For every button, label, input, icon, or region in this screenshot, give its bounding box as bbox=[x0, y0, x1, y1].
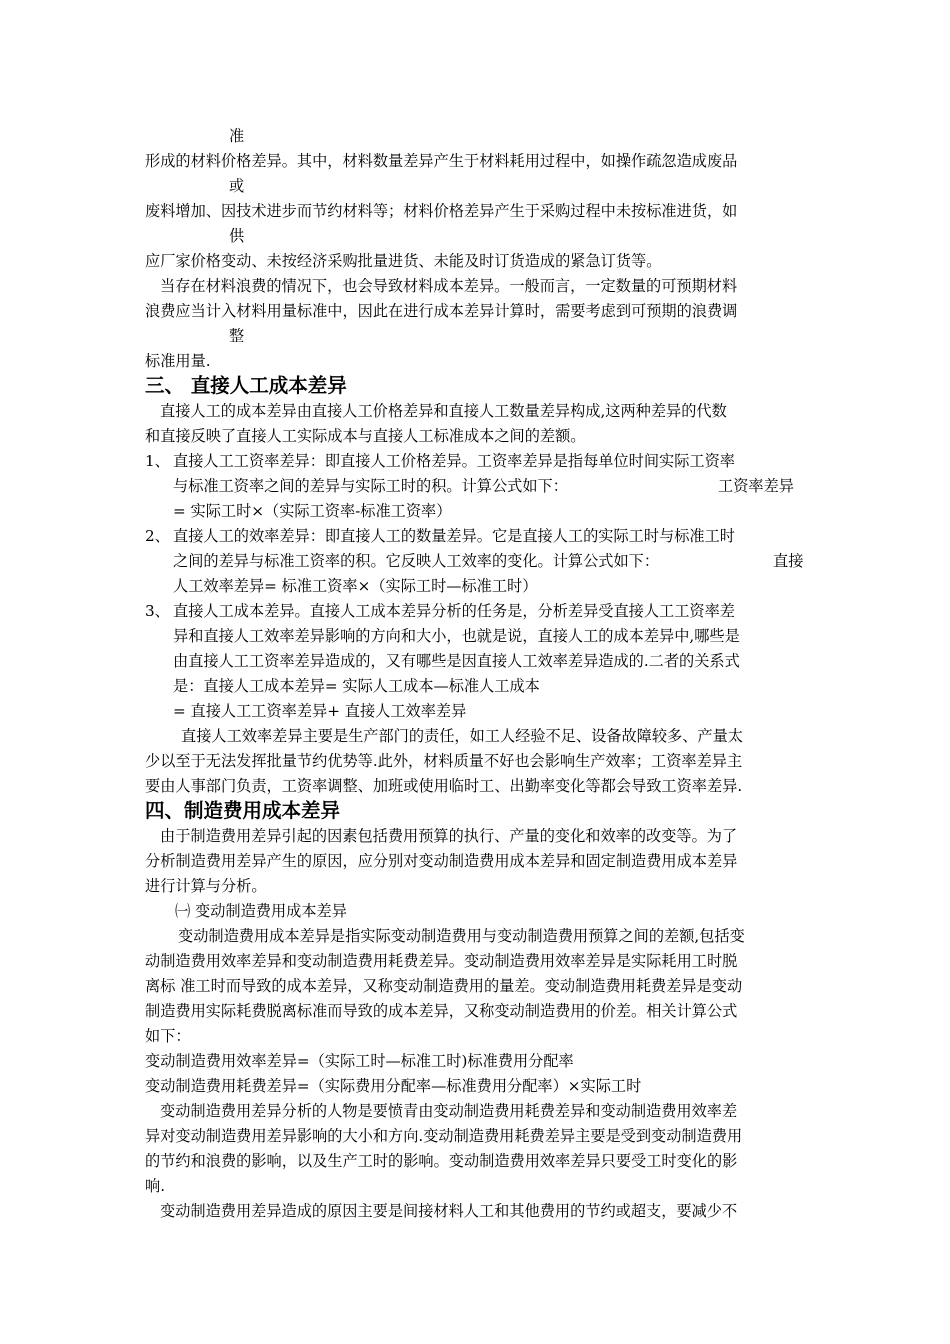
list-number: 3、 bbox=[145, 602, 170, 620]
paragraph-line: 异对变动制造费用差异影响的大小和方向.变动制造费用耗费差异主要是受到变动制造费用 bbox=[145, 1127, 743, 1145]
paragraph-line: 少以至于无法发挥批量节约优势等.此外，材料质量不好也会影响生产效率；工资率差异主 bbox=[145, 752, 743, 770]
text-fragment: 整 bbox=[229, 327, 245, 345]
list-item-line: 异和直接人工效率差异影响的方向和大小，也就是说，直接人工的成本差异中,哪些是 bbox=[173, 627, 740, 645]
paragraph-line: 变动制造费用成本差异是指实际变动制造费用与变动制造费用预算之间的差额,包括变 bbox=[178, 927, 745, 945]
paragraph-line: 当存在材料浪费的情况下，也会导致材料成本差异。一般而言，一定数量的可预期材料 bbox=[160, 277, 738, 295]
paragraph-line: 废料增加、因技术进步而节约材料等；材料价格差异产生于采购过程中未按标准进货，如 bbox=[145, 202, 738, 220]
paragraph-line: 分析制造费用差异产生的原因，应分别对变动制造费用成本差异和固定制造费用成本差异 bbox=[145, 852, 738, 870]
text-fragment: 供 bbox=[229, 227, 245, 245]
subsection-heading: ㈠ 变动制造费用成本差异 bbox=[175, 902, 347, 920]
section-heading-4: 四、制造费用成本差异 bbox=[145, 799, 341, 822]
paragraph-line: 制造费用实际耗费脱离标准而导致的成本差异，又称变动制造费用的价差。相关计算公式 bbox=[145, 1002, 738, 1020]
list-item-line-right: 直接 bbox=[773, 552, 804, 570]
list-item-line: 直接人工的效率差异：即直接人工的数量差异。它是直接人工的实际工时与标准工时 bbox=[173, 527, 735, 545]
paragraph-line: 要由人事部门负责，工资率调整、加班或使用临时工、出勤率变化等都会导致工资率差异. bbox=[145, 777, 743, 795]
section-heading-3: 三、 直接人工成本差异 bbox=[145, 374, 347, 397]
list-item-line: = 直接人工工资率差异+ 直接人工效率差异 bbox=[173, 702, 467, 720]
paragraph-line: 的节约和浪费的影响，以及生产工时的影响。变动制造费用效率差异只要受工时变化的影 bbox=[145, 1152, 738, 1170]
list-item-line: 与标准工资率之间的差异与实际工时的积。计算公式如下： bbox=[173, 477, 568, 495]
paragraph-line: 和直接反映了直接人工实际成本与直接人工标准成本之间的差额。 bbox=[145, 427, 586, 445]
list-number: 2、 bbox=[145, 527, 170, 545]
list-item-line-right: 工资率差异 bbox=[718, 477, 794, 495]
paragraph-line: 进行计算与分析。 bbox=[145, 877, 267, 895]
paragraph-line: 标准用量. bbox=[145, 352, 211, 370]
list-item-line: 之间的差异与标准工资率的积。它反映人工效率的变化。计算公式如下： bbox=[173, 552, 659, 570]
paragraph-line: 应厂家价格变动、未按经济采购批量进货、未能及时订货造成的紧急订货等。 bbox=[145, 252, 662, 270]
paragraph-line: 浪费应当计入材料用量标准中，因此在进行成本差异计算时，需要考虑到可预期的浪费调 bbox=[145, 302, 738, 320]
list-item-line: = 实际工时×（实际工资率-标准工资率） bbox=[173, 502, 452, 520]
paragraph-line: 变动制造费用差异造成的原因主要是间接材料人工和其他费用的节约或超支，要减少不 bbox=[160, 1202, 738, 1220]
paragraph-line: 响. bbox=[145, 1177, 166, 1195]
list-item-line: 直接人工工资率差异：即直接人工价格差异。工资率差异是指每单位时间实际工资率 bbox=[173, 452, 735, 470]
paragraph-line: 直接人工的成本差异由直接人工价格差异和直接人工数量差异构成,这两种差异的代数 bbox=[160, 402, 727, 420]
paragraph-line: 由于制造费用差异引起的因素包括费用预算的执行、产量的变化和效率的改变等。为了 bbox=[160, 827, 738, 845]
paragraph-line: 如下： bbox=[145, 1027, 191, 1045]
list-number: 1、 bbox=[145, 452, 170, 470]
list-item-line: 由直接人工工资率差异造成的，又有哪些是因直接人工效率差异造成的.二者的关系式 bbox=[173, 652, 740, 670]
paragraph-line: 动制造费用效率差异和变动制造费用耗费差异。变动制造费用效率差异是实际耗用工时脱 bbox=[145, 952, 738, 970]
paragraph-line: 直接人工效率差异主要是生产部门的责任，如工人经验不足、设备故障较多、产量太 bbox=[181, 727, 743, 745]
formula-line: 变动制造费用耗费差异=（实际费用分配率—标准费用分配率）×实际工时 bbox=[145, 1077, 642, 1095]
paragraph-line: 形成的材料价格差异。其中，材料数量差异产生于材料耗用过程中，如操作疏忽造成废品 bbox=[145, 152, 738, 170]
text-fragment: 或 bbox=[229, 177, 245, 195]
paragraph-line: 离标 准工时而导致的成本差异，又称变动制造费用的量差。变动制造费用耗费差异是变动 bbox=[145, 977, 743, 995]
list-item-line: 直接人工成本差异。直接人工成本差异分析的任务是，分析差异受直接人工工资率差 bbox=[173, 602, 735, 620]
list-item-line: 是：直接人工成本差异= 实际人工成本—标准人工成本 bbox=[173, 677, 540, 695]
list-item-line: 人工效率差异= 标准工资率×（实际工时—标准工时） bbox=[173, 577, 538, 595]
formula-line: 变动制造费用效率差异=（实际工时—标准工时)标准费用分配率 bbox=[145, 1052, 574, 1070]
text-fragment: 准 bbox=[229, 127, 245, 145]
paragraph-line: 变动制造费用差异分析的人物是要愤青由变动制造费用耗费差异和变动制造费用效率差 bbox=[160, 1102, 738, 1120]
